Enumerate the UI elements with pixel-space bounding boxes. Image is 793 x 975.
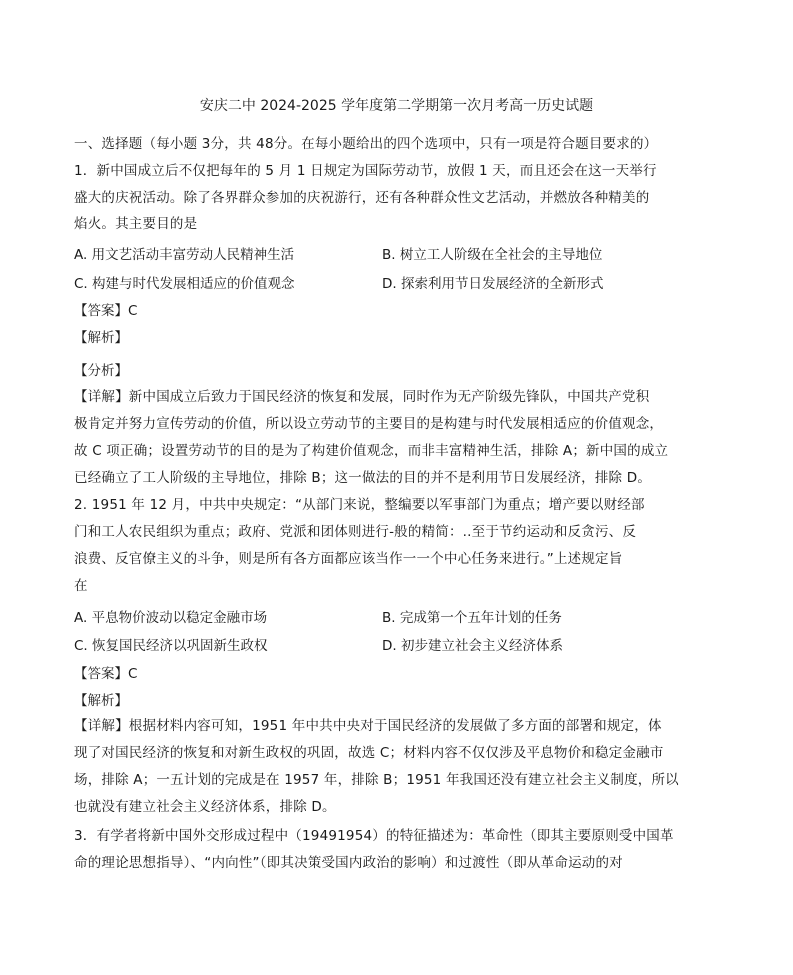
q2-stem-line-3: 浪费、反官僚主义的斗争，则是所有各方面都应该当作一一个中心任务来进行。”上述规定旨 [74,551,623,567]
q1-fenxi-label: 【分析】 [74,363,128,379]
q1-stem-line-1: 1．新中国成立后不仅把每年的 5 月 1 日规定为国际劳动节，放假 1 天，而且还会在这一天举行 [74,163,657,179]
section-header: 一、选择题（每小题 3分，共 48分。在每小题给出的四个选项中，只有一项是符合题目要求的） [74,136,658,152]
q2-option-d: D. 初步建立社会主义经济体系 [382,638,563,654]
q2-detail-line-3: 场，排除 A；一五计划的完成是在 1957 年，排除 B；1951 年我国还没有建立社会主义制度，所以 [74,772,679,788]
q1-option-b: B. 树立工人阶级在全社会的主导地位 [382,247,603,263]
q1-option-c: C. 构建与时代发展相适应的价值观念 [74,276,295,292]
exam-title: 安庆二中 2024-2025 学年度第二学期第一次月考高一历史试题 [199,98,594,114]
q1-option-a: A. 用文艺活动丰富劳动人民精神生活 [74,247,295,263]
q2-option-a: A. 平息物价波动以稳定金融市场 [74,610,268,626]
q1-analysis-label: 【解析】 [74,330,128,346]
q3-stem-line-1: 3．有学者将新中国外交形成过程中（19491954）的特征描述为：革命性（即其主要原则受中国革 [74,828,674,844]
q1-stem-line-3: 焰火。其主要目的是 [74,216,198,232]
q2-detail-line-1: 【详解】根据材料内容可知，1951 年中共中央对于国民经济的发展做了多方面的部署和规定，体 [74,718,662,734]
q2-analysis-label: 【解析】 [74,693,128,709]
q1-detail-line-1: 【详解】新中国成立后致力于国民经济的恢复和发展，同时作为无产阶级先锋队，中国共产党积 [74,389,650,405]
q2-answer: 【答案】C [74,666,138,682]
q1-detail-line-4: 已经确立了工人阶级的主导地位，排除 B；这一做法的目的并不是利用节日发展经济，排除 D。 [74,470,652,486]
q2-option-b: B. 完成第一个五年计划的任务 [382,610,562,626]
q2-stem-line-2: 门和工人农民组织为重点；政府、党派和团体则进行-般的精简：..至于节约运动和反贪污、反 [74,524,637,540]
q2-detail-line-2: 现了对国民经济的恢复和对新生政权的巩固，故选 C；材料内容不仅仅涉及平息物价和稳定金融市 [74,745,664,761]
q1-detail-line-3: 故 C 项正确；设置劳动节的目的是为了构建价值观念，而非丰富精神生活，排除 A；新中国的成立 [74,443,669,459]
q1-stem-line-2: 盛大的庆祝活动。除了各界群众参加的庆祝游行，还有各种群众性文艺活动，并燃放各种精美的 [74,190,650,206]
q2-detail-line-4: 也就没有建立社会主义经济体系，排除 D。 [74,799,336,815]
q2-option-c: C. 恢复国民经济以巩固新生政权 [74,638,268,654]
q3-stem-line-2: 命的理论思想指导）、“内向性”（即其决策受国内政治的影响）和过渡性（即从革命运动的对 [74,855,623,871]
q1-answer: 【答案】C [74,303,138,319]
q1-option-d: D. 探索利用节日发展经济的全新形式 [382,276,604,292]
q1-detail-line-2: 极肯定并努力宣传劳动的价值，所以设立劳动节的主要目的是构建与时代发展相适应的价值观念， [74,416,664,432]
q2-stem-line-1: 2. 1951 年 12 月，中共中央规定：“从部门来说，整编要以军事部门为重点；增产要以财经部 [74,497,645,513]
q2-stem-line-4: 在 [74,578,88,594]
